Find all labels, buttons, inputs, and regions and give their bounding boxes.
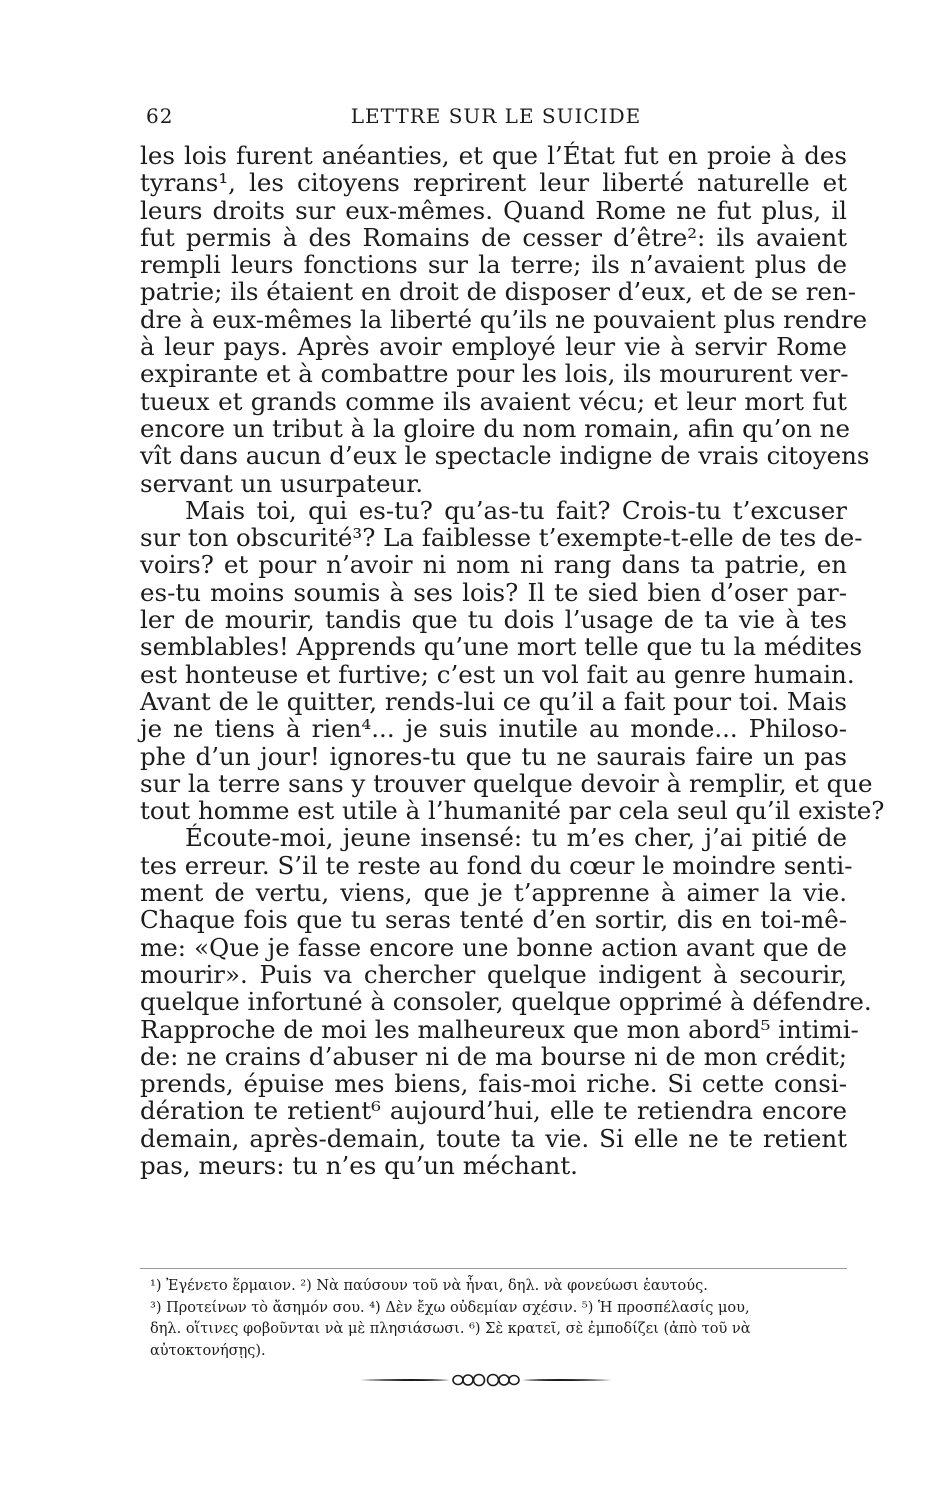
main-text xyxy=(140,141,885,1180)
text-line: dre à eux-mêmes la liberté qu’ils ne pouvaient plus rendre xyxy=(140,304,868,334)
page-number: 62 xyxy=(146,104,174,128)
text-line: sur ton obscurité³? La faiblesse t’exempte-t-elle de tes de- xyxy=(140,523,863,553)
text-line: Avant de le quitter, rends-lui ce qu’il a fait pour toi. Mais xyxy=(140,686,847,716)
running-title: LETTRE SUR LE SUICIDE xyxy=(350,104,642,128)
text-line: fut permis à des Romains de cesser d’être²: ils avaient xyxy=(140,222,847,252)
text-line: Écoute-moi, jeune insensé: tu m’es cher, j’ai pitié de xyxy=(185,823,847,853)
text-line: sur la terre sans y trouver quelque devoir à remplir, et que xyxy=(140,768,873,798)
text-line: Mais toi, qui es-tu? qu’as-tu fait? Crois-tu t’excuser xyxy=(185,495,847,525)
text-line: tyrans¹, les citoyens reprirent leur liberté naturelle et xyxy=(140,168,847,198)
text-line: est honteuse et furtive; c’est un vol fait au genre humain. xyxy=(140,659,855,689)
text-line: tout homme est utile à l’humanité par cela seul qu’il existe? xyxy=(140,796,885,826)
footnote-line: ¹) Ἐγένετο ἕρμαιον. ²) Νὰ παύσουν τοῦ νὰ ἦναι, δηλ. νὰ φονεύωσι ἑαυτούς. xyxy=(150,1278,708,1294)
text-line: vît dans aucun d’eux le spectacle indigne de vrais citoyens xyxy=(140,441,870,471)
text-line: Rapproche de moi les malheureux que mon abord⁵ intimi- xyxy=(140,1014,859,1044)
tailpiece-ornament-icon xyxy=(358,1371,614,1389)
text-line: tueux et grands comme ils avaient vécu; et leur mort fut xyxy=(140,386,847,416)
text-line: me: «Que je fasse encore une bonne action avant que de xyxy=(140,932,847,962)
text-line: semblables! Apprends qu’une mort telle que tu la médites xyxy=(140,632,863,662)
text-line: expirante et à combattre pour les lois, ils moururent ver- xyxy=(140,359,849,389)
footnote-divider xyxy=(140,1268,847,1269)
text-line: Chaque fois que tu seras tenté d’en sortir, dis en toi-mê- xyxy=(140,905,847,935)
footnotes xyxy=(150,1276,847,1362)
text-line: je ne tiens à rien⁴... je suis inutile au monde... Philoso- xyxy=(140,714,847,744)
text-line: ment de vertu, viens, que je t’apprenne à aimer la vie. xyxy=(140,878,847,908)
footnote-line: δηλ. οἵτινες φοβοῦνται νὰ μὲ πλησιάσωσι. ⁶) Σὲ κρατεῖ, σὲ ἐμποδίζει (ἀπὸ τοῦ νὰ xyxy=(150,1321,751,1337)
text-line: mourir». Puis va chercher quelque indigent à secourir, xyxy=(140,959,847,989)
text-line: demain, après-demain, toute ta vie. Si elle ne te retient xyxy=(140,1123,847,1153)
text-line: à leur pays. Après avoir employé leur vie à servir Rome xyxy=(140,332,847,362)
footnote-line: αὐτοκτονήσῃς). xyxy=(150,1342,266,1359)
text-line: tes erreur. S’il te reste au fond du cœur le moindre senti- xyxy=(140,850,853,880)
text-line: es-tu moins soumis à ses lois? Il te sied bien d’oser par- xyxy=(140,577,847,607)
text-line: servant un usurpateur. xyxy=(140,468,424,498)
footnote-line: ³) Προτείνων τὸ ἄσημόν σου. ⁴) Δὲν ἔχω οὐδεμίαν σχέσιν. ⁵) Ἡ προσπέλασίς μου, xyxy=(150,1299,750,1316)
running-header xyxy=(146,104,846,134)
text-line: dération te retient⁶ aujourd’hui, elle te retiendra encore xyxy=(140,1096,847,1126)
text-line: ler de mourir, tandis que tu dois l’usage de ta vie à tes xyxy=(140,605,847,635)
text-line: de: ne crains d’abuser ni de ma bourse ni de mon crédit; xyxy=(140,1041,847,1071)
text-line: rempli leurs fonctions sur la terre; ils n’avaient plus de xyxy=(140,250,847,280)
text-line: voirs? et pour n’avoir ni nom ni rang dans ta patrie, en xyxy=(140,550,847,580)
text-line: pas, meurs: tu n’es qu’un méchant. xyxy=(140,1150,578,1180)
text-line: leurs droits sur eux-mêmes. Quand Rome ne fut plus, il xyxy=(140,195,847,225)
text-line: les lois furent anéanties, et que l’État fut en proie à des xyxy=(140,141,847,170)
text-line: quelque infortuné à consoler, quelque opprimé à défendre. xyxy=(140,987,872,1017)
text-line: prends, épuise mes biens, fais-moi riche. Si cette consi- xyxy=(140,1069,847,1099)
text-line: encore un tribut à la gloire du nom romain, afin qu’on ne xyxy=(140,413,850,443)
text-line: patrie; ils étaient en droit de disposer d’eux, et de se ren- xyxy=(140,277,857,307)
text-line: phe d’un jour! ignores-tu que tu ne saurais faire un pas xyxy=(140,741,847,771)
